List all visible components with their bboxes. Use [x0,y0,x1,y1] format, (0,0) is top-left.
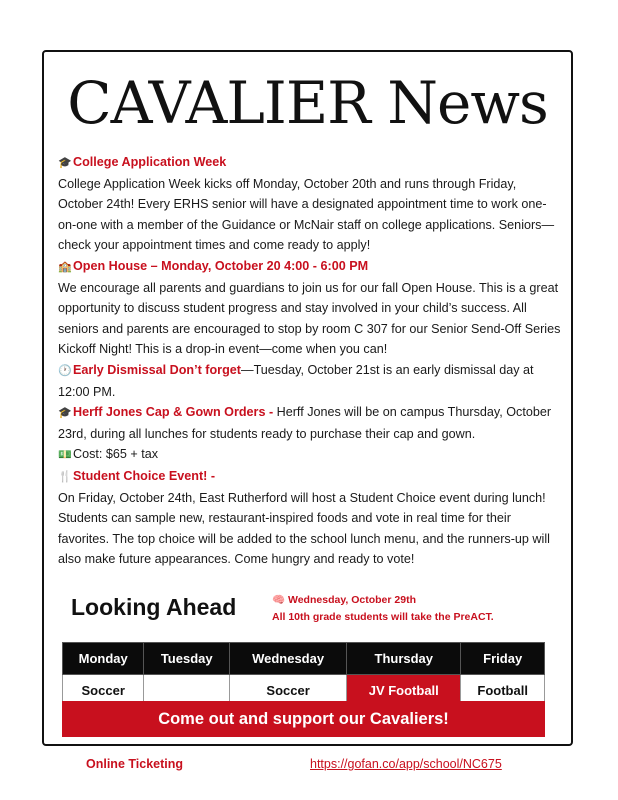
event-thursday: JV Football [347,675,461,706]
brain-icon: 🧠 [272,594,286,606]
support-banner: Come out and support our Cavaliers! [62,701,545,737]
cost-text: Cost: $65 + tax [73,447,159,462]
section-inline-text: Herff Jones will be on campus Thursday, October 23rd, during all lunches for students ready to purchase their cap and gown. [58,405,552,441]
news-content [58,152,561,570]
section-inline-text: —Tuesday, October 21st is an early dismissal day at 12:00 PM. [58,362,534,399]
event-friday: Football [461,675,545,706]
looking-ahead-note [272,592,494,626]
clock-icon: 🕐 [58,364,72,377]
section-body: College Application Week kicks off Monday, October 20th and runs through Friday, October 24th! Every ERHS senior will have a designated appointment time to work one-on-one with a member of the Guidance or McNair staff on college applications. Seniors—check your appointment times and come ready to apply! [58,176,555,253]
schedule-header-row [63,643,545,675]
note-description: All 10th grade students will take the PreACT. [272,611,494,623]
section-heading: College Application Week [73,155,227,169]
note-date: Wednesday, October 29th [288,594,416,606]
graduation-cap-icon: 🎓 [58,157,72,169]
money-icon: 💵 [58,449,72,462]
section-body: On Friday, October 24th, East Rutherford will host a Student Choice event during lunch! Students can sample new, restaurant-inspired foods and vote in real time for their favorites. The top choice will be added to the school lunch menu, and the runners-up will also make future appearances. Come hungry and ready to vote! [58,490,550,567]
section-heading: Student Choice Event! - [73,468,216,483]
event-wednesday: Soccer [230,675,347,706]
section-student-choice [58,466,561,488]
section-college-app-week [58,152,561,174]
school-icon: 🏫 [58,260,72,273]
section-herff-jones [58,402,561,444]
day-header-wednesday: Wednesday [230,643,347,675]
ticketing-link[interactable]: https://gofan.co/app/school/NC675 [310,757,502,771]
masthead-title: CAVALIER News [67,69,548,137]
section-heading: Herff Jones Cap & Gown Orders - [73,405,277,420]
event-monday: Soccer [63,675,144,706]
day-header-thursday: Thursday [347,643,461,675]
looking-ahead-title: Looking Ahead [71,594,237,620]
day-header-friday: Friday [461,643,545,675]
online-ticketing-label: Online Ticketing [86,757,184,771]
section-early-dismissal [58,360,561,402]
fork-knife-icon: 🍴 [58,470,72,483]
newsletter-frame [42,50,573,746]
graduation-cap-icon: 🎓 [58,407,72,420]
section-open-house [58,256,561,278]
section-heading: Early Dismissal Don’t forget [73,362,241,377]
section-cost [58,444,561,466]
weekly-schedule-table [62,642,545,706]
day-header-monday: Monday [63,643,144,675]
section-heading: Open House – Monday, October 20 4:00 - 6:00 PM [73,258,369,273]
day-header-tuesday: Tuesday [144,643,230,675]
section-body: We encourage all parents and guardians to join us for our fall Open House. This is a great opportunity to discuss student progress and stay involved in your child’s success. All seniors and parents are encouraged to stop by room C 307 for our Senior Send-Off Series Kickoff Night! This is a drop-in event—come when you can! [58,280,561,357]
